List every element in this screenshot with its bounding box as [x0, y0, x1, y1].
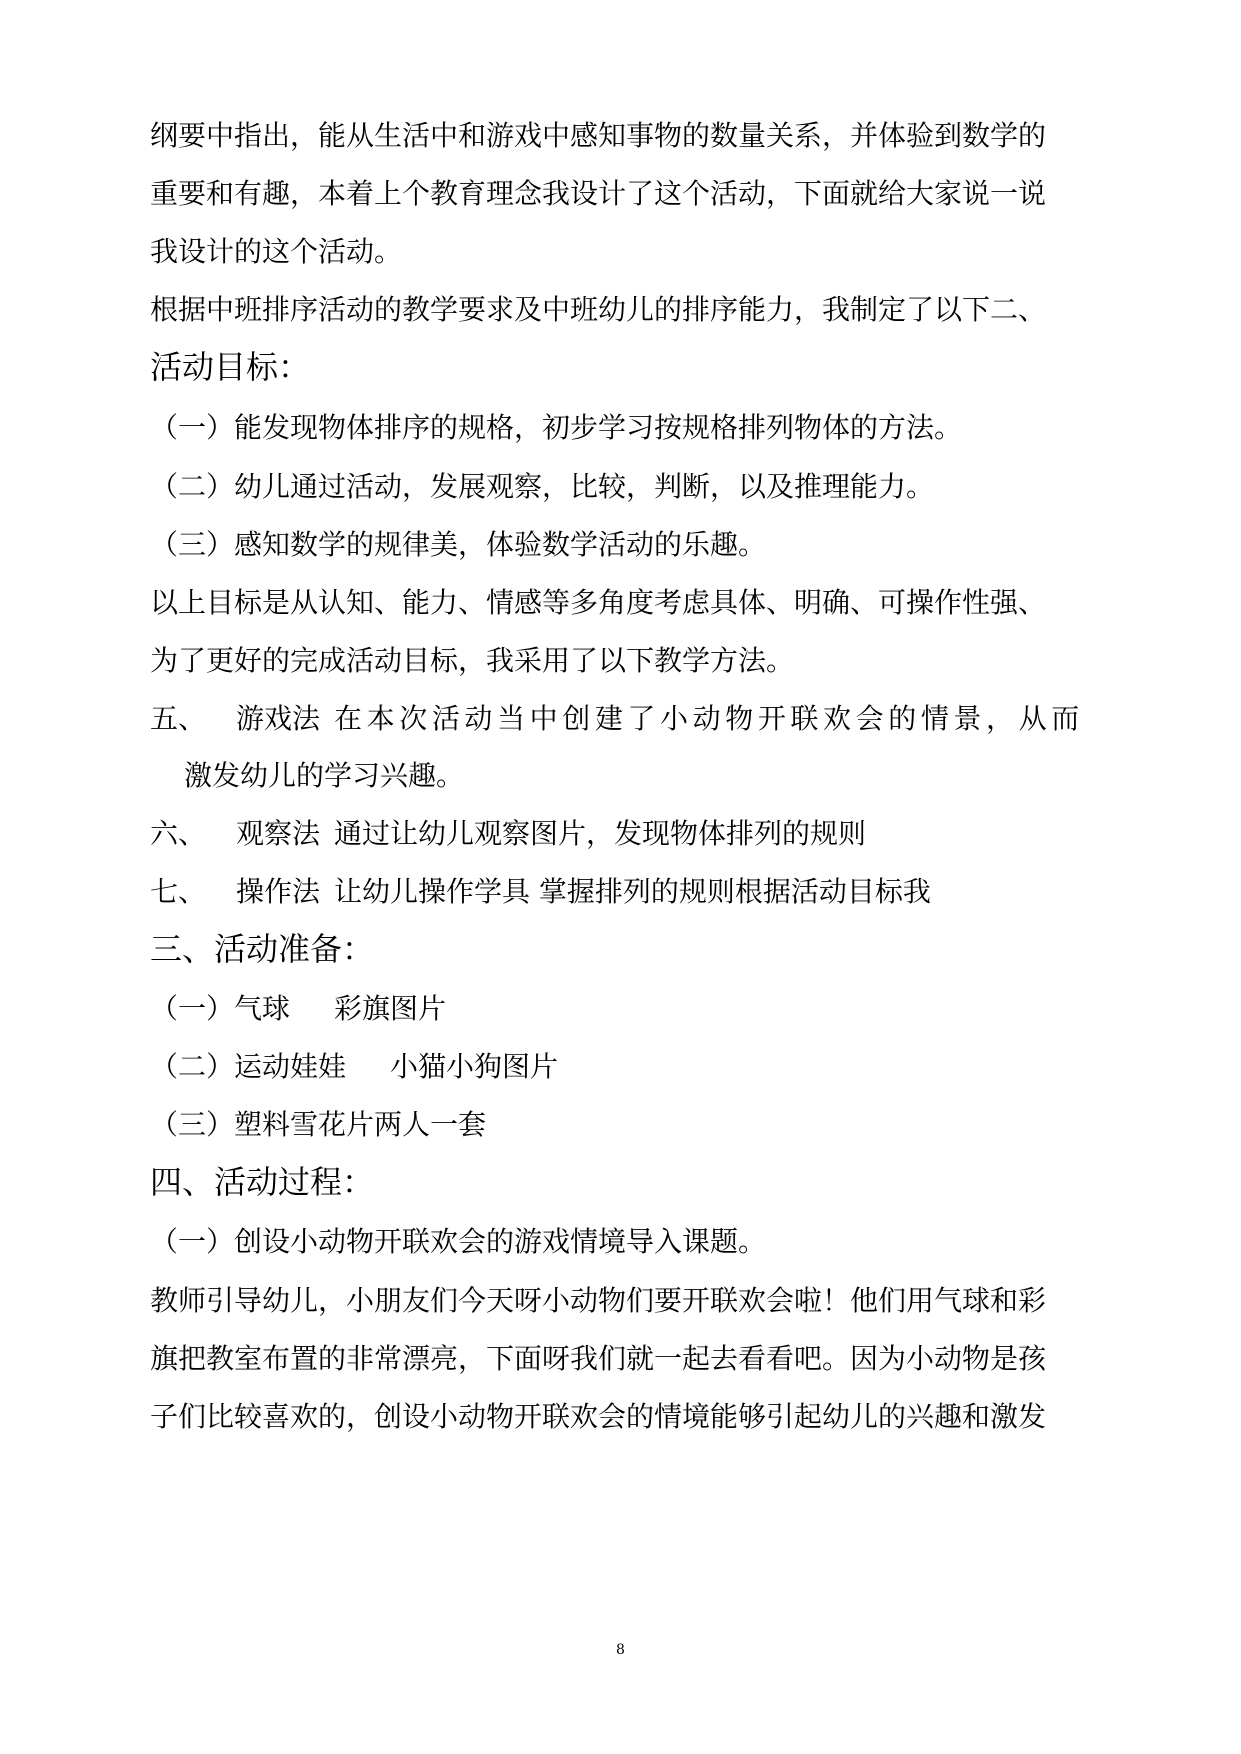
intro-line-1: 纲要中指出，能从生活中和游戏中感知事物的数量关系，并体验到数学的: [150, 119, 1047, 152]
prep-item-1: [150, 991, 446, 1027]
process-heading: 四、活动过程：: [150, 1163, 375, 1201]
prep-item-label: （二）运动娃娃: [150, 1050, 347, 1083]
process-text-line-2: 旗把教室布置的非常漂亮，下面呀我们就一起去看看吧。因为小动物是孩: [150, 1342, 1047, 1375]
prep-item-2: [150, 1049, 558, 1085]
prep-item-label: （三）塑料雪花片两人一套: [150, 1108, 487, 1141]
method-text: 通过让幼儿观察图片，发现物体排列的规则: [334, 817, 867, 850]
prep-item-label: （一）气球: [150, 992, 291, 1025]
goal-item-1: （一）能发现物体排序的规格，初步学习按规格排列物体的方法。: [150, 411, 963, 444]
method-text: 让幼儿操作学具 掌握排列的规则根据活动目标我: [334, 875, 931, 908]
prep-heading: 三、活动准备：: [150, 930, 375, 968]
intro-line-3: 我设计的这个活动。: [150, 235, 403, 268]
method-item-game-continuation: 激发幼儿的学习兴趣。: [184, 759, 465, 792]
method-text: 在本次活动当中创建了小动物开联欢会的情景，从而: [334, 702, 1084, 735]
goal-item-3: （三）感知数学的规律美，体验数学活动的乐趣。: [150, 528, 767, 561]
method-title: 观察法: [236, 817, 321, 850]
prep-item-extra: 彩旗图片: [334, 992, 447, 1025]
prep-item-3: [150, 1107, 486, 1143]
method-marker: 六、: [150, 817, 207, 850]
process-item-1: （一）创设小动物开联欢会的游戏情境导入课题。: [150, 1225, 767, 1258]
process-text-line-3: 子们比较喜欢的，创设小动物开联欢会的情境能够引起幼儿的兴趣和激发: [150, 1400, 1047, 1433]
process-text-line-1: 教师引导幼儿，小朋友们今天呀小动物们要开联欢会啦！他们用气球和彩: [150, 1284, 1047, 1317]
method-item-game: [150, 701, 1084, 737]
method-item-operate: [150, 874, 931, 910]
intro-line-2: 重要和有趣，本着上个教育理念我设计了这个活动，下面就给大家说一说: [150, 177, 1047, 210]
method-marker: 五、: [150, 702, 207, 735]
page-number: 8: [616, 1642, 625, 1658]
summary-line-1: 以上目标是从认知、能力、情感等多角度考虑具体、明确、可操作性强、: [150, 586, 1047, 619]
method-title: 操作法: [236, 875, 321, 908]
method-marker: 七、: [150, 875, 207, 908]
prep-item-extra: 小猫小狗图片: [390, 1050, 559, 1083]
goal-item-2: （二）幼儿通过活动，发展观察，比较，判断，以及推理能力。: [150, 470, 935, 503]
method-title: 游戏法: [236, 702, 321, 735]
method-item-observe: [150, 816, 866, 852]
summary-line-2: 为了更好的完成活动目标，我采用了以下教学方法。: [150, 644, 795, 677]
goals-heading: 活动目标：: [150, 348, 311, 386]
intro-line-4: 根据中班排序活动的教学要求及中班幼儿的排序能力，我制定了以下二、: [150, 293, 1047, 326]
